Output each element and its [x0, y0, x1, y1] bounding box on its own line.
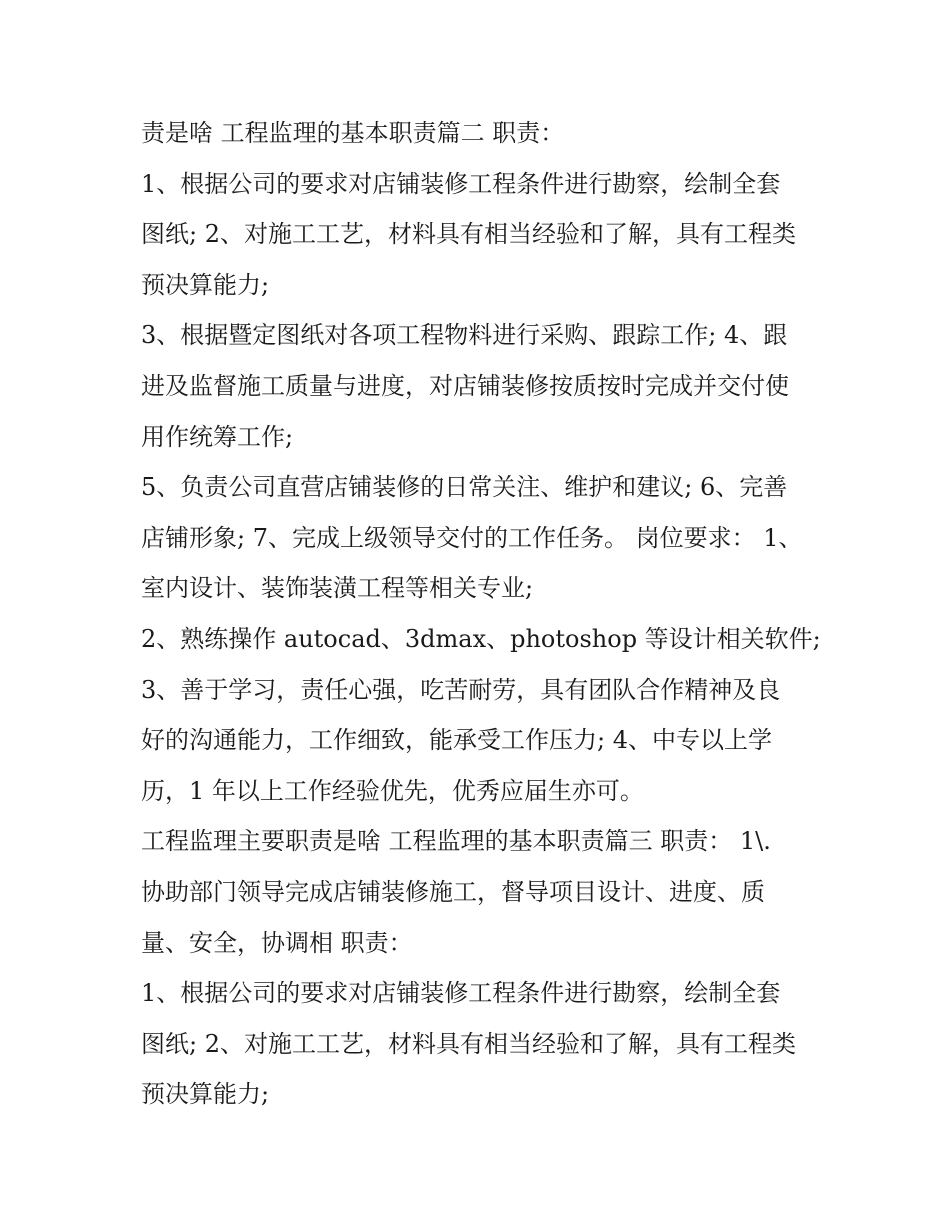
text-line: 1、根据公司的要求对店铺装修工程条件进行勘察，绘制全套 — [141, 979, 781, 1008]
text-line: 预决算能力; — [141, 270, 270, 299]
text-line: 3、善于学习，责任心强，吃苦耐劳，具有团队合作精神及良 — [141, 675, 781, 704]
text-line: 3、根据暨定图纸对各项工程物料进行采购、跟踪工作; 4、跟 — [141, 321, 788, 350]
text-line: 预决算能力; — [141, 1080, 270, 1109]
text-line: 好的沟通能力，工作细致，能承受工作压力; 4、中专以上学 — [141, 726, 772, 755]
text-line: 店铺形象; 7、完成上级领导交付的工作任务。 岗位要求： 1、 — [141, 523, 803, 552]
text-line: 图纸; 2、对施工工艺，材料具有相当经验和了解，具有工程类 — [141, 220, 796, 249]
text-line: 室内设计、装饰装潢工程等相关专业; — [141, 574, 534, 603]
text-line: 责是啥 工程监理的基本职责篇二 职责： — [141, 119, 565, 147]
text-line: 进及监督施工质量与进度，对店铺装修按质按时完成并交付使 — [141, 371, 789, 400]
text-line: 图纸; 2、对施工工艺，材料具有相当经验和了解，具有工程类 — [141, 1029, 796, 1058]
document-body — [141, 108, 821, 1120]
text-line: 历，1 年以上工作经验优先，优秀应届生亦可。 — [141, 776, 644, 805]
text-line: 协助部门领导完成店铺装修施工，督导项目设计、进度、质 — [141, 877, 765, 906]
text-line: 2、熟练操作 autocad、3dmax、photoshop 等设计相关软件; — [141, 624, 821, 653]
text-line: 工程监理主要职责是啥 工程监理的基本职责篇三 职责： 1\. — [141, 827, 771, 856]
text-line: 1、根据公司的要求对店铺装修工程条件进行勘察，绘制全套 — [141, 169, 781, 198]
text-line: 量、安全，协调相 职责： — [141, 928, 413, 957]
text-line: 5、负责公司直营店铺装修的日常关注、维护和建议; 6、完善 — [141, 473, 788, 502]
text-line: 用作统筹工作; — [141, 422, 294, 451]
